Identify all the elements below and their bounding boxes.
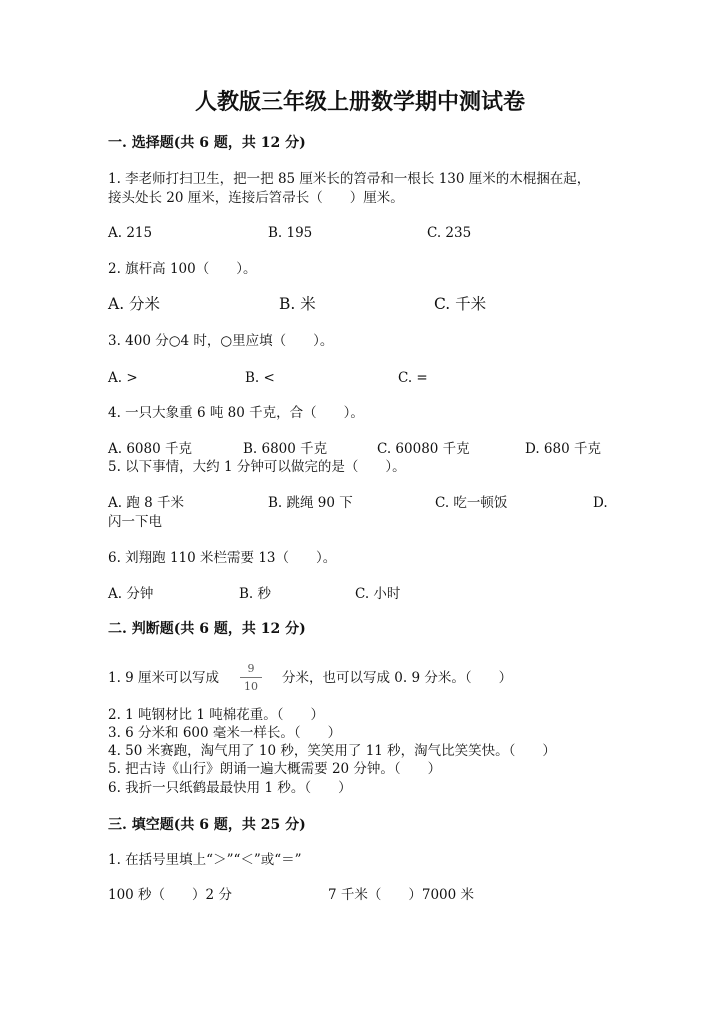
- section-heading-fill: 三. 填空题(共 6 题，共 25 分): [108, 817, 306, 833]
- fraction-denominator: 10: [244, 680, 258, 693]
- choice-q1-line1: 1. 李老师打扫卫生，把一把 85 厘米长的笤帚和一根长 130 厘米的木棍捆在起，: [108, 171, 591, 187]
- choice-q3-option-a: A. >: [108, 370, 138, 386]
- fraction-nine-tenths: [240, 662, 262, 693]
- choice-q3-option-b: B. <: [245, 370, 275, 386]
- choice-q4-option-d: D. 680 千克: [525, 441, 601, 457]
- choice-q5-option-b: B. 跳绳 90 下: [268, 495, 353, 511]
- judge-q3: 3. 6 分米和 600 毫米一样长。（ ）: [108, 725, 342, 741]
- judge-q6: 6. 我折一只纸鹤最最快用 1 秒。（ ）: [108, 780, 352, 796]
- choice-q1-line2: 接头处长 20 厘米，连接后笤帚长（ ）厘米。: [108, 190, 404, 206]
- choice-q4-option-c: C. 60080 千克: [377, 441, 470, 457]
- choice-q6-text: 6. 刘翔跑 110 米栏需要 13（ ）。: [108, 550, 337, 566]
- choice-q2-text: 2. 旗杆高 100（ ）。: [108, 261, 257, 277]
- choice-q5-text: 5. 以下事情，大约 1 分钟可以做完的是（ ）。: [108, 459, 406, 475]
- choice-q5-option-d-text: 闪一下电: [108, 514, 162, 530]
- choice-q4-option-b: B. 6800 千克: [243, 441, 328, 457]
- choice-q6-option-a: A. 分钟: [108, 586, 154, 602]
- choice-q4-option-a: A. 6080 千克: [108, 441, 192, 457]
- choice-q5-option-a: A. 跑 8 千米: [108, 495, 185, 511]
- fill-q1-text: 1. 在括号里填上“＞”“＜”或“＝”: [108, 852, 302, 868]
- judge-q5: 5. 把古诗《山行》朗诵一遍大概需要 20 分钟。（ ）: [108, 761, 442, 777]
- choice-q3-text: 3. 400 分○4 时，○里应填（ ）。: [108, 333, 334, 349]
- choice-q3-option-c: C. =: [398, 370, 428, 386]
- judge-q1-right: 分米，也可以写成 0. 9 分米。（ ）: [282, 670, 513, 686]
- choice-q1-option-b: B. 195: [268, 225, 313, 241]
- choice-q5-option-d: D.: [593, 495, 608, 511]
- choice-q6-option-c: C. 小时: [355, 586, 401, 602]
- choice-q1-option-c: C. 235: [427, 225, 472, 241]
- choice-q2-option-a: A. 分米: [108, 295, 161, 313]
- choice-q6-option-b: B. 秒: [239, 586, 272, 602]
- fraction-numerator: 9: [247, 662, 255, 675]
- fill-q1-item1: 100 秒（ ）2 分: [108, 887, 232, 903]
- fraction-bar: [240, 677, 262, 678]
- judge-q4: 4. 50 米赛跑，淘气用了 10 秒，笑笑用了 11 秒，淘气比笑笑快。（ ）: [108, 743, 556, 759]
- judge-q1-left: 1. 9 厘米可以写成: [108, 670, 220, 686]
- section-heading-judge: 二. 判断题(共 6 题，共 12 分): [108, 621, 306, 637]
- section-heading-choice: 一. 选择题(共 6 题，共 12 分): [108, 135, 306, 151]
- judge-q2: 2. 1 吨钢材比 1 吨棉花重。（ ）: [108, 707, 324, 723]
- choice-q2-option-c: C. 千米: [434, 295, 487, 313]
- choice-q4-text: 4. 一只大象重 6 吨 80 千克，合（ ）。: [108, 405, 364, 421]
- page-title: 人教版三年级上册数学期中测试卷: [194, 89, 525, 115]
- choice-q2-option-b: B. 米: [279, 295, 316, 313]
- fill-q1-item2: 7 千米（ ）7000 米: [328, 887, 475, 903]
- choice-q5-option-c: C. 吃一顿饭: [435, 495, 508, 511]
- choice-q1-option-a: A. 215: [108, 225, 153, 241]
